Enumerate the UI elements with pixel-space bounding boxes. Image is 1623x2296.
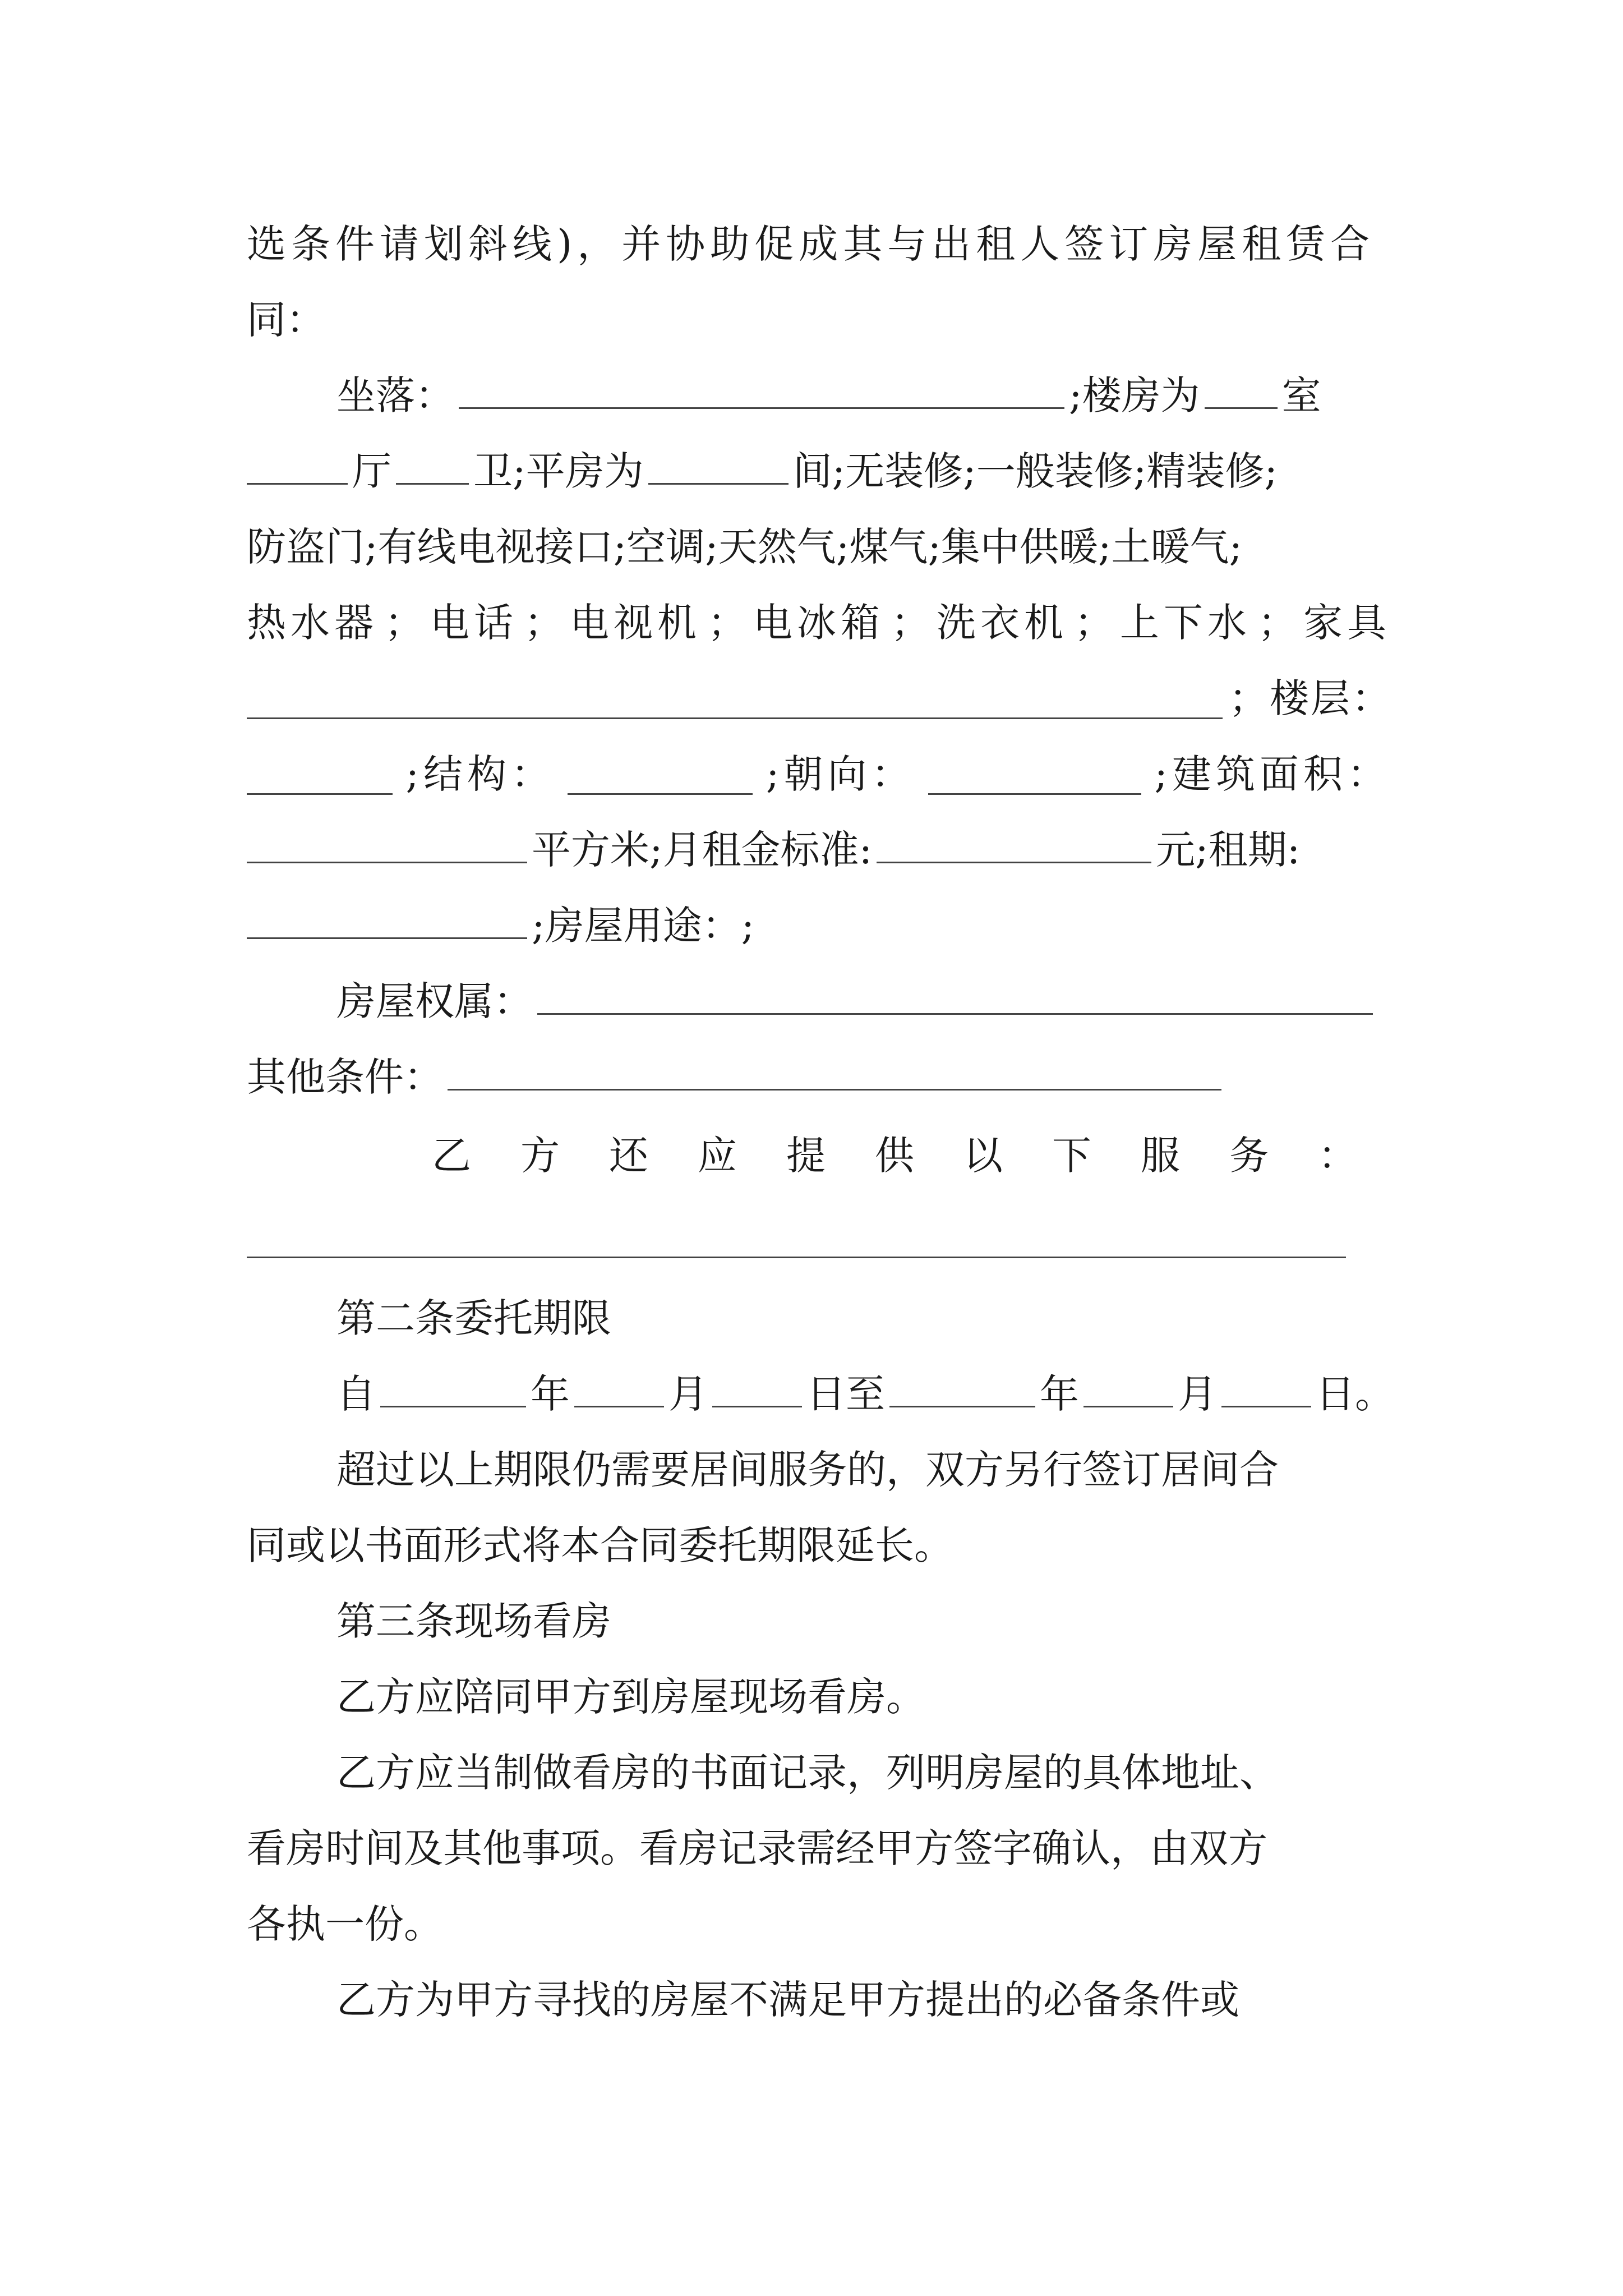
separator: ；: [384, 600, 424, 646]
line-text: 看房时间及其他事项。看房记录需经甲方签字确认，由双方: [247, 1825, 1267, 1871]
halls-unit: 厅: [352, 448, 391, 494]
paragraph-line: [336, 1439, 1391, 1501]
start-year-blank[interactable]: [380, 1366, 526, 1407]
paragraph-line: [336, 1742, 1402, 1803]
facility-line: [247, 516, 1391, 578]
section-3-title: 第三条现场看房: [336, 1598, 611, 1644]
structure-line: [247, 743, 1391, 805]
area-label: ;建筑面积：: [1154, 751, 1391, 797]
paragraph-line: [336, 1969, 1391, 2031]
month-label: 月: [1178, 1371, 1217, 1417]
floor-line: [247, 668, 1391, 729]
paragraph-line: [247, 1818, 1391, 1879]
other-label: 其他条件：: [247, 1054, 443, 1100]
appliance-item: 电话: [430, 600, 518, 646]
other-blank[interactable]: [448, 1050, 1221, 1091]
paragraph-line: [247, 213, 1391, 275]
service-char: 以: [963, 1133, 1003, 1179]
end-year-blank[interactable]: [889, 1366, 1035, 1407]
structure-label: ;结构：: [405, 751, 555, 797]
date-line: [336, 1363, 1413, 1425]
end-month-blank[interactable]: [1083, 1366, 1173, 1407]
year-label: 年: [1040, 1371, 1079, 1417]
line-text: 同或以书面形式将本合同委托期限延长。: [247, 1522, 953, 1568]
service-char: 应: [698, 1133, 737, 1179]
location-line: [336, 365, 1391, 426]
service-blank[interactable]: [247, 1257, 1346, 1258]
building-label: ;楼房为: [1069, 372, 1200, 418]
day-to-label: 日至: [806, 1371, 885, 1417]
section-heading: [336, 1590, 1391, 1652]
service-char: 乙: [432, 1133, 471, 1179]
appliance-item: 家具: [1303, 600, 1391, 646]
area-blank[interactable]: [247, 822, 527, 863]
rooms-blank[interactable]: [1205, 368, 1278, 409]
end-day-blank[interactable]: [1221, 1366, 1311, 1407]
separator: ；: [1074, 600, 1114, 646]
ownership-label: 房屋权属：: [336, 978, 533, 1024]
bungalow-rooms-blank[interactable]: [648, 444, 789, 485]
service-char: 还: [609, 1133, 648, 1179]
other-line: [247, 1046, 1391, 1108]
baths-blank[interactable]: [396, 444, 469, 485]
facility-options: 防盗门;有线电视接口;空调;天然气;煤气;集中供暖;土暖气;: [247, 524, 1243, 570]
service-char: 供: [875, 1133, 914, 1179]
separator: ；: [707, 600, 747, 646]
year-label: 年: [531, 1371, 570, 1417]
floor-blank[interactable]: [247, 754, 393, 795]
start-day-blank[interactable]: [712, 1366, 802, 1407]
separator: ；: [1229, 675, 1268, 721]
separator: ；: [524, 600, 564, 646]
line-text: 乙方应陪同甲方到房屋现场看房。: [336, 1674, 925, 1720]
service-char: 下: [1052, 1133, 1091, 1179]
start-month-blank[interactable]: [574, 1366, 664, 1407]
section-heading: [336, 1287, 1391, 1349]
ownership-blank[interactable]: [537, 974, 1373, 1015]
rent-blank[interactable]: [877, 822, 1151, 863]
paragraph-line: [336, 1666, 1391, 1728]
service-char: 服: [1141, 1133, 1180, 1179]
service-line: [432, 1125, 1357, 1186]
furniture-blank[interactable]: [247, 678, 1223, 719]
service-char: 提: [786, 1133, 826, 1179]
line-text: 超过以上期限仍需要居间服务的，双方另行签订居间合: [336, 1447, 1279, 1493]
rent-label: 平方米;月租金标准:: [532, 827, 873, 873]
appliance-item: 洗衣机: [937, 600, 1068, 646]
colon: ：: [1352, 675, 1391, 721]
layout-line: [247, 440, 1391, 502]
line-text: 乙方应当制做看房的书面记录，列明房屋的具体地址、: [336, 1750, 1279, 1796]
term-blank[interactable]: [247, 898, 527, 939]
usage-line: [247, 895, 1391, 956]
service-char: 务: [1229, 1133, 1269, 1179]
location-label: 坐落：: [336, 372, 454, 418]
decoration-options: 间;无装修;一般装修;精装修;: [792, 448, 1278, 494]
orientation-blank[interactable]: [928, 754, 1141, 795]
paragraph-line: [247, 1515, 1391, 1576]
appliance-item: 电视机: [570, 600, 701, 646]
paragraph-line: [247, 1893, 1391, 1955]
service-char: 方: [520, 1133, 560, 1179]
baths-unit: 卫;平房为: [473, 448, 644, 494]
line-text: 乙方为甲方寻找的房屋不满足甲方提出的必备条件或: [336, 1977, 1239, 2023]
line-text: 选条件请划斜线)，并协助促成其与出租人签订房屋租赁合: [247, 221, 1375, 267]
paragraph-line: [247, 289, 1391, 351]
appliance-item: 上下水: [1120, 600, 1251, 646]
floor-label-1: 楼: [1270, 675, 1309, 721]
rooms-unit: 室: [1281, 372, 1321, 418]
term-label: 元;租期:: [1156, 827, 1301, 873]
usage-label: ;房屋用途：;: [532, 903, 755, 949]
appliance-item: 热水器: [247, 600, 378, 646]
section-2-title: 第二条委托期限: [336, 1295, 611, 1341]
date-from: 自: [336, 1371, 376, 1417]
floor-label-2: 层: [1311, 675, 1350, 721]
separator: ；: [891, 600, 930, 646]
separator: ；: [1257, 600, 1297, 646]
orientation-label: ;朝向：: [766, 751, 915, 797]
month-label: 月: [668, 1371, 708, 1417]
halls-blank[interactable]: [247, 444, 348, 485]
appliance-line: [247, 592, 1391, 654]
line-text: 同：: [247, 297, 325, 343]
service-char: ：: [1318, 1133, 1357, 1179]
appliance-item: 电冰箱: [753, 600, 884, 646]
location-blank[interactable]: [459, 368, 1064, 409]
structure-blank[interactable]: [568, 754, 753, 795]
ownership-line: [336, 970, 1391, 1032]
line-text: 各执一份。: [247, 1901, 443, 1947]
rent-line: [247, 819, 1391, 881]
day-label: 日。: [1316, 1371, 1394, 1417]
